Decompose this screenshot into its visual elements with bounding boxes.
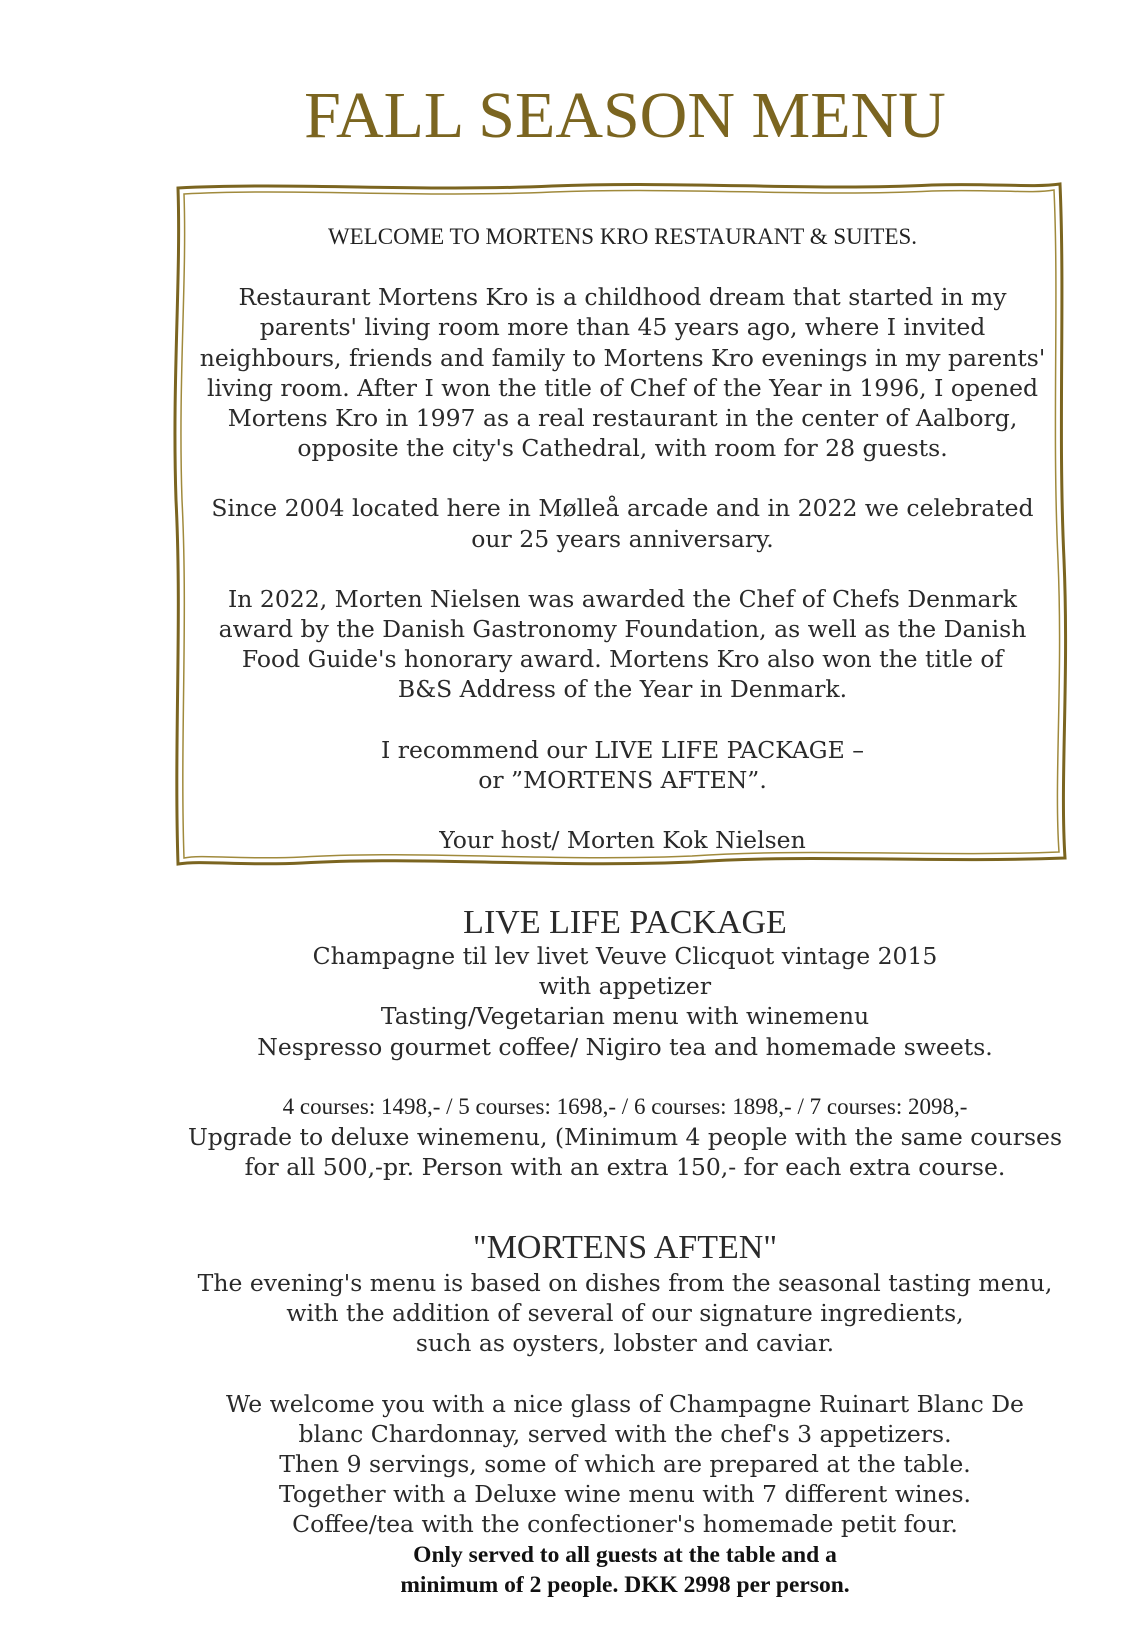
text-line: We welcome you with a nice glass of Champagne Ruinart Blanc De	[226, 1389, 1024, 1418]
text-line: minimum of 2 people. DKK 2998 per person.	[400, 1571, 850, 1598]
text-line: Food Guide's honorary award. Mortens Kro also won the title of	[241, 645, 1004, 674]
mortens-aften-note	[185, 1540, 1065, 1600]
welcome-heading: WELCOME TO MORTENS KRO RESTAURANT & SUITES.	[327, 224, 918, 249]
mortens-aften-section	[185, 1228, 1065, 1600]
text-line: Together with a Deluxe wine menu with 7 different wines.	[278, 1480, 972, 1509]
text-line: I recommend our LIVE LIFE PACKAGE –	[381, 735, 864, 764]
welcome-paragraph-awards	[195, 584, 1050, 705]
upgrade-info	[185, 1122, 1065, 1182]
text-line: Champagne til lev livet Veuve Clicquot vintage 2015	[312, 942, 938, 970]
text-line: with appetizer	[538, 972, 712, 1001]
welcome-paragraph-location	[195, 493, 1050, 553]
host-signature: Your host/ Morten Kok Nielsen	[439, 826, 806, 855]
welcome-paragraph-history	[195, 282, 1050, 463]
text-line: Nespresso gourmet coffee/ Nigiro tea and homemade sweets.	[257, 1032, 993, 1061]
text-line: Mortens Kro in 1997 as a real restaurant in the center of Aalborg,	[227, 404, 1018, 433]
course-prices: 4 courses: 1498,- / 5 courses: 1698,- / 6 courses: 1898,- / 7 courses: 2098,-	[282, 1093, 968, 1119]
live-life-title: LIVE LIFE PACKAGE	[463, 904, 787, 941]
mortens-aften-intro	[185, 1268, 1065, 1359]
text-line: such as oysters, lobster and caviar.	[415, 1329, 835, 1358]
text-line: Restaurant Mortens Kro is a childhood dream that started in my	[238, 283, 1007, 312]
text-line: In 2022, Morten Nielsen was awarded the Chef of Chefs Denmark	[228, 584, 1017, 613]
text-line: award by the Danish Gastronomy Foundation, as well as the Danish	[218, 615, 1027, 644]
text-line: The evening's menu is based on dishes from the seasonal tasting menu,	[197, 1269, 1053, 1297]
mortens-aften-title: "MORTENS AFTEN"	[472, 1229, 778, 1266]
text-line: Coffee/tea with the confectioner's homemade petit four.	[292, 1510, 958, 1539]
text-line: Since 2004 located here in Mølleå arcade and in 2022 we celebrated	[211, 494, 1034, 523]
text-line: Then 9 servings, some of which are prepared at the table.	[279, 1450, 971, 1479]
text-line: our 25 years anniversary.	[471, 524, 774, 553]
welcome-paragraph-recommend	[195, 735, 1050, 795]
text-line: for all 500,-pr. Person with an extra 150,- for each extra course.	[244, 1153, 1006, 1182]
text-line: blanc Chardonnay, served with the chef's 3 appetizers.	[298, 1419, 952, 1448]
mortens-aften-details	[185, 1389, 1065, 1540]
welcome-text	[195, 222, 1050, 855]
text-line: or ”MORTENS AFTEN”.	[478, 765, 767, 794]
text-line: Upgrade to deluxe winemenu, (Minimum 4 people with the same courses	[187, 1123, 1063, 1152]
text-line: with the addition of several of our signature ingredients,	[286, 1299, 964, 1328]
page-title: FALL SEASON MENU	[304, 79, 946, 152]
text-line: B&S Address of the Year in Denmark.	[397, 675, 848, 704]
text-line: neighbours, friends and family to Mortens Kro evenings in my parents'	[199, 343, 1046, 372]
text-line: Tasting/Vegetarian menu with winemenu	[380, 1002, 870, 1031]
text-line: opposite the city's Cathedral, with room for 28 guests.	[297, 434, 948, 463]
text-line: Only served to all guests at the table and a	[413, 1541, 837, 1568]
live-life-package-section	[185, 903, 1065, 1182]
text-line: parents' living room more than 45 years ago, where I invited	[259, 313, 986, 342]
text-line: living room. After I won the title of Chef of the Year in 1996, I opened	[206, 373, 1039, 402]
live-life-description	[185, 941, 1065, 1062]
